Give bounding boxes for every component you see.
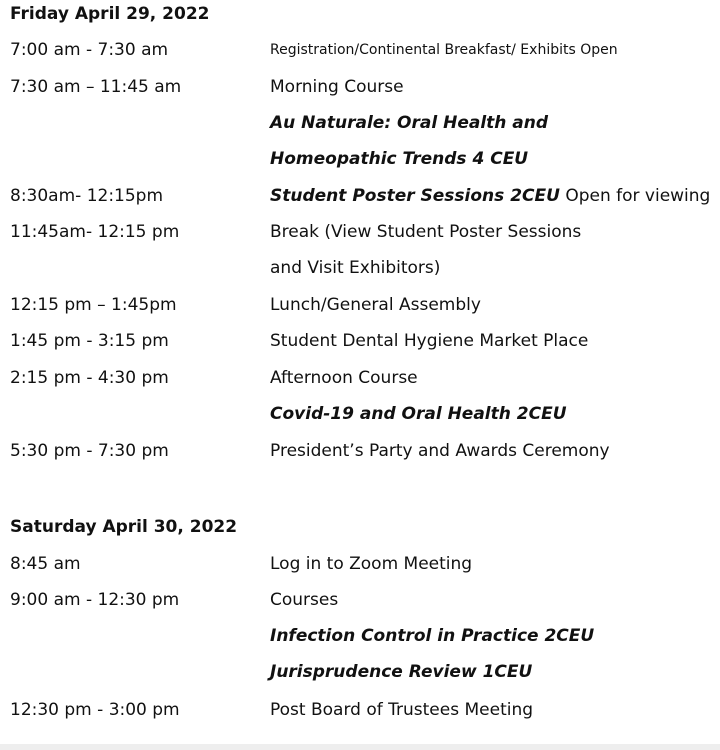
- schedule-event: Registration/Continental Breakfast/ Exhibits Open: [270, 42, 618, 58]
- schedule-event: Morning Course: [270, 77, 404, 97]
- schedule-event: President’s Party and Awards Ceremony: [270, 441, 610, 461]
- schedule-event: and Visit Exhibitors): [270, 258, 441, 278]
- course-title: Covid-19 and Oral Health 2CEU: [270, 404, 567, 424]
- schedule-time: 8:45 am: [10, 554, 81, 574]
- schedule-event: Log in to Zoom Meeting: [270, 554, 473, 574]
- schedule-time: 2:15 pm - 4:30 pm: [10, 368, 169, 388]
- schedule-event: Courses: [270, 590, 339, 610]
- schedule-event: Student Dental Hygiene Market Place: [270, 331, 589, 351]
- course-title: Jurisprudence Review 1CEU: [270, 662, 533, 682]
- schedule-time: 7:30 am – 11:45 am: [10, 77, 182, 97]
- schedule-time: 12:30 pm - 3:00 pm: [10, 700, 180, 720]
- schedule-time: 8:30am- 12:15pm: [10, 186, 164, 206]
- saturday-heading: Saturday April 30, 2022: [10, 517, 238, 537]
- schedule-time: 12:15 pm – 1:45pm: [10, 295, 177, 315]
- schedule-time: 11:45am- 12:15 pm: [10, 222, 180, 242]
- schedule-event: Post Board of Trustees Meeting: [270, 700, 534, 720]
- bottom-divider: [0, 744, 720, 750]
- schedule-event: [270, 186, 710, 206]
- schedule-event: Afternoon Course: [270, 368, 418, 388]
- schedule-time: 5:30 pm - 7:30 pm: [10, 441, 169, 461]
- course-title: Homeopathic Trends 4 CEU: [270, 149, 529, 169]
- schedule-event: Break (View Student Poster Sessions: [270, 222, 582, 242]
- schedule-time: 1:45 pm - 3:15 pm: [10, 331, 169, 351]
- schedule-time: 9:00 am - 12:30 pm: [10, 590, 180, 610]
- friday-heading: Friday April 29, 2022: [10, 4, 210, 24]
- course-title: Au Naturale: Oral Health and: [270, 113, 549, 133]
- course-title: Student Poster Sessions 2CEU: [270, 186, 560, 206]
- schedule-event: Lunch/General Assembly: [270, 295, 481, 315]
- course-title: Infection Control in Practice 2CEU: [270, 626, 595, 646]
- schedule-event-suffix: Open for viewing: [559, 186, 711, 206]
- schedule-time: 7:00 am - 7:30 am: [10, 40, 169, 60]
